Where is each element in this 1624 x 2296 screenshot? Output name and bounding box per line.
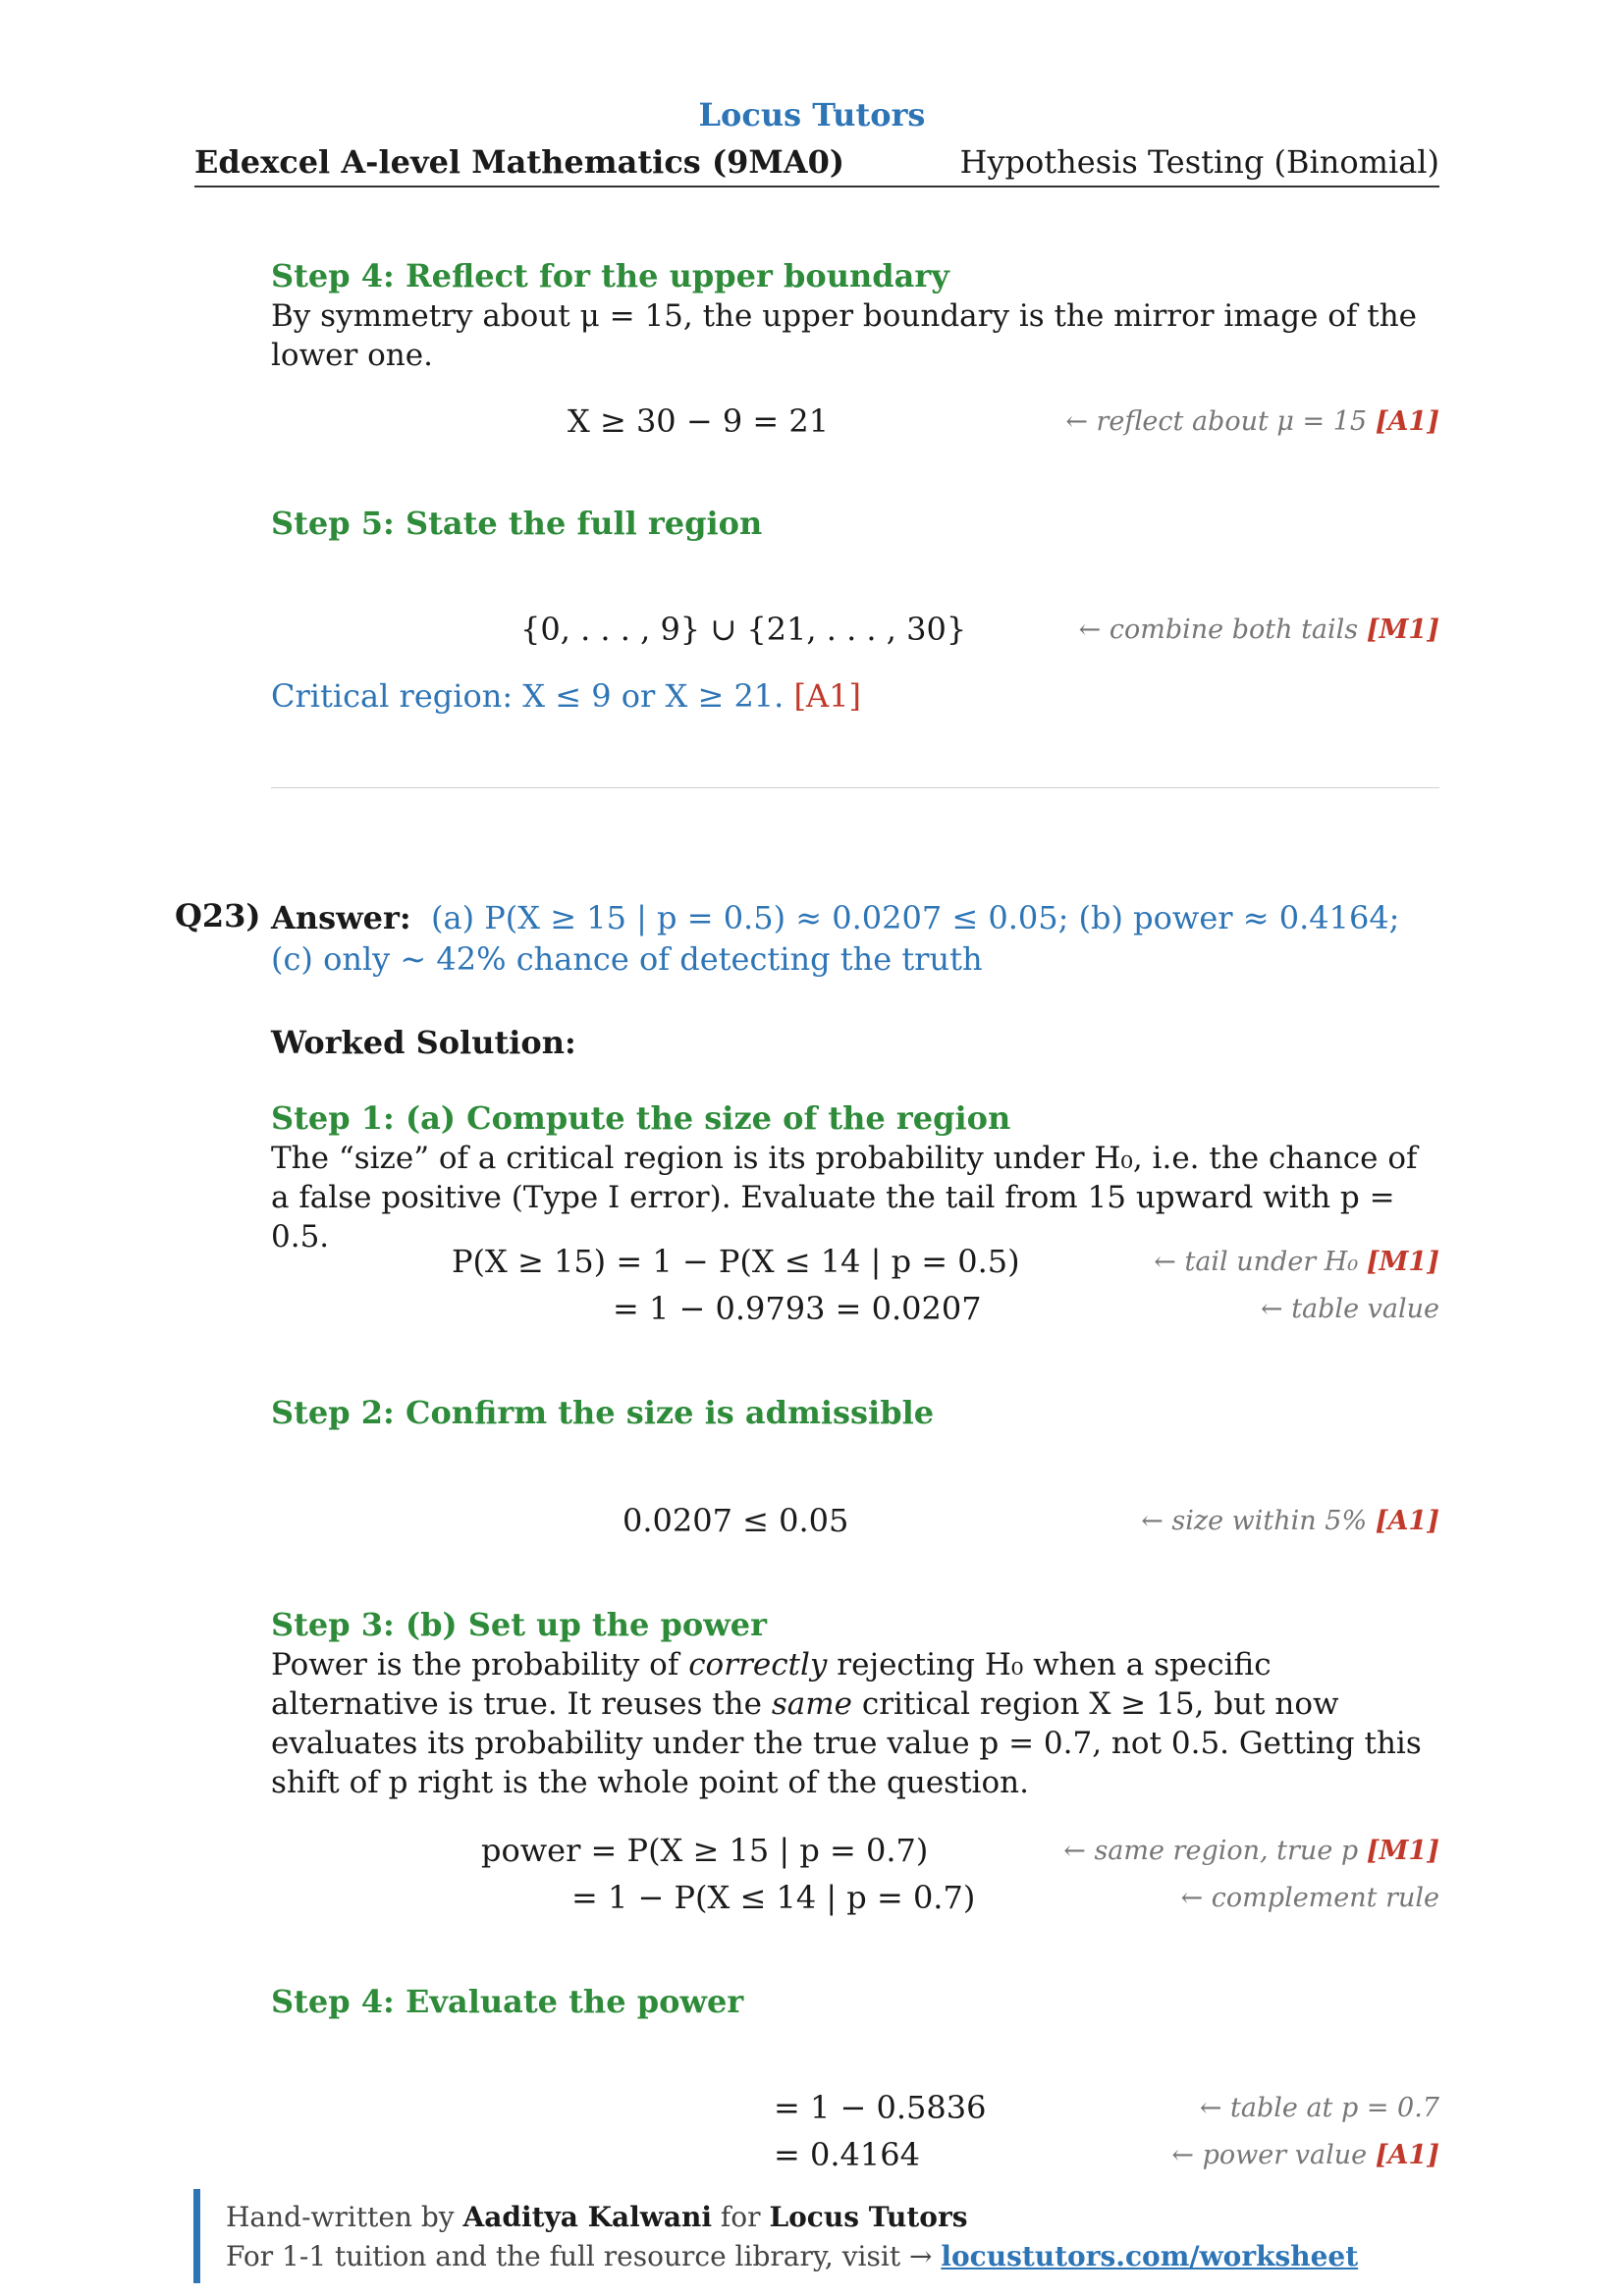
footer-brand: Locus Tutors <box>769 2201 968 2233</box>
footer-text: For 1-1 tuition and the full resource library, visit → <box>226 2240 942 2272</box>
equation: = 1 − 0.5836 <box>774 2089 987 2126</box>
worksheet-link[interactable]: locustutors.com/worksheet <box>941 2240 1359 2272</box>
mark-badge: [M1] <box>1366 1836 1439 1866</box>
section-divider <box>271 787 1439 788</box>
mark-badge: [A1] <box>793 677 861 715</box>
topic-title: Hypothesis Testing (Binomial) <box>959 143 1439 181</box>
step-text: By symmetry about μ = 15, the upper boundary is the mirror image of the lower one. <box>271 298 1418 373</box>
step-text-part: critical region X ≥ 15, but now evaluates its probability under the true value p = 0.7, not 0.5. Getting this shift of p right is the whole point of the question. <box>271 1686 1422 1800</box>
footer-text: for <box>712 2201 770 2233</box>
mark-badge: [A1] <box>1375 1506 1439 1536</box>
annotation <box>1063 1836 1439 1866</box>
header-rule <box>194 186 1439 187</box>
answer-label: Answer: <box>271 899 411 936</box>
annotation-text: ← complement rule <box>1180 1883 1439 1913</box>
brand-title: Locus Tutors <box>698 96 926 133</box>
annotation <box>1171 2140 1439 2170</box>
mark-badge: [A1] <box>1375 406 1439 437</box>
equation: 0.0207 ≤ 0.05 <box>623 1502 849 1539</box>
annotation <box>1141 1506 1439 1536</box>
annotation <box>1154 1247 1439 1277</box>
course-title: Edexcel A-level Mathematics (9MA0) <box>194 143 845 181</box>
step-heading: Step 5: State the full region <box>271 505 763 542</box>
equation: {0, . . . , 9} ∪ {21, . . . , 30} <box>520 611 967 648</box>
equation: = 0.4164 <box>774 2136 920 2173</box>
step-heading: Step 2: Confirm the size is admissible <box>271 1394 935 1431</box>
footer-credit <box>226 2201 967 2233</box>
footer-text: Hand-written by <box>226 2201 463 2233</box>
step-heading: Step 3: (b) Set up the power <box>271 1606 767 1643</box>
conclusion <box>271 677 861 715</box>
equation: power = P(X ≥ 15 | p = 0.7) <box>481 1832 929 1869</box>
footer-visit <box>226 2240 1358 2272</box>
annotation-text: ← same region, true p <box>1063 1836 1359 1866</box>
step-heading: Step 4: Evaluate the power <box>271 1983 744 2020</box>
conclusion-text: Critical region: X ≤ 9 or X ≥ 21. <box>271 677 785 715</box>
annotation <box>1079 614 1439 645</box>
step-text-part: rejecting H₀ when a specific alternative is true. It reuses the <box>271 1647 1272 1722</box>
annotation-text: ← table value <box>1261 1294 1439 1324</box>
worked-solution-label: Worked Solution: <box>271 1024 576 1061</box>
equation: X ≥ 30 − 9 = 21 <box>568 402 830 440</box>
step-text-emphasis: same <box>771 1686 852 1722</box>
step-text: The “size” of a critical region is its probability under H₀, i.e. the chance of a false positive (Type I error). Evaluate the tail from 15 upward with p = 0.5. <box>271 1141 1418 1255</box>
equation: = 1 − 0.9793 = 0.0207 <box>613 1290 982 1327</box>
answer-block <box>271 897 1439 980</box>
step-text-part: Power is the probability of <box>271 1647 689 1682</box>
annotation-text: ← size within 5% <box>1141 1506 1368 1536</box>
annotation-text: ← reflect about μ = 15 <box>1065 406 1368 437</box>
mark-badge: [M1] <box>1366 614 1439 645</box>
step-text-emphasis: correctly <box>688 1647 828 1682</box>
mark-badge: [A1] <box>1375 2140 1439 2170</box>
footer-accent-bar <box>193 2189 200 2283</box>
annotation-text: ← power value <box>1171 2140 1368 2170</box>
annotation-text: ← tail under H₀ <box>1154 1247 1359 1277</box>
step-heading: Step 4: Reflect for the upper boundary <box>271 257 949 294</box>
author-name: Aaditya Kalwani <box>462 2201 713 2233</box>
mark-badge: [M1] <box>1366 1247 1439 1277</box>
step-text <box>271 1645 1439 1802</box>
step-heading: Step 1: (a) Compute the size of the region <box>271 1099 1011 1137</box>
annotation-text: ← table at p = 0.7 <box>1199 2093 1439 2123</box>
equation: = 1 − P(X ≤ 14 | p = 0.7) <box>571 1879 976 1916</box>
equation: P(X ≥ 15) = 1 − P(X ≤ 14 | p = 0.5) <box>452 1243 1020 1280</box>
answer-text: (a) P(X ≥ 15 | p = 0.5) ≈ 0.0207 ≤ 0.05; (b) power ≈ 0.4164; (c) only ∼ 42% chance of detecting the truth <box>271 899 1400 978</box>
question-number: Q23) <box>175 897 261 934</box>
annotation-text: ← combine both tails <box>1078 614 1359 645</box>
annotation <box>1065 406 1439 437</box>
